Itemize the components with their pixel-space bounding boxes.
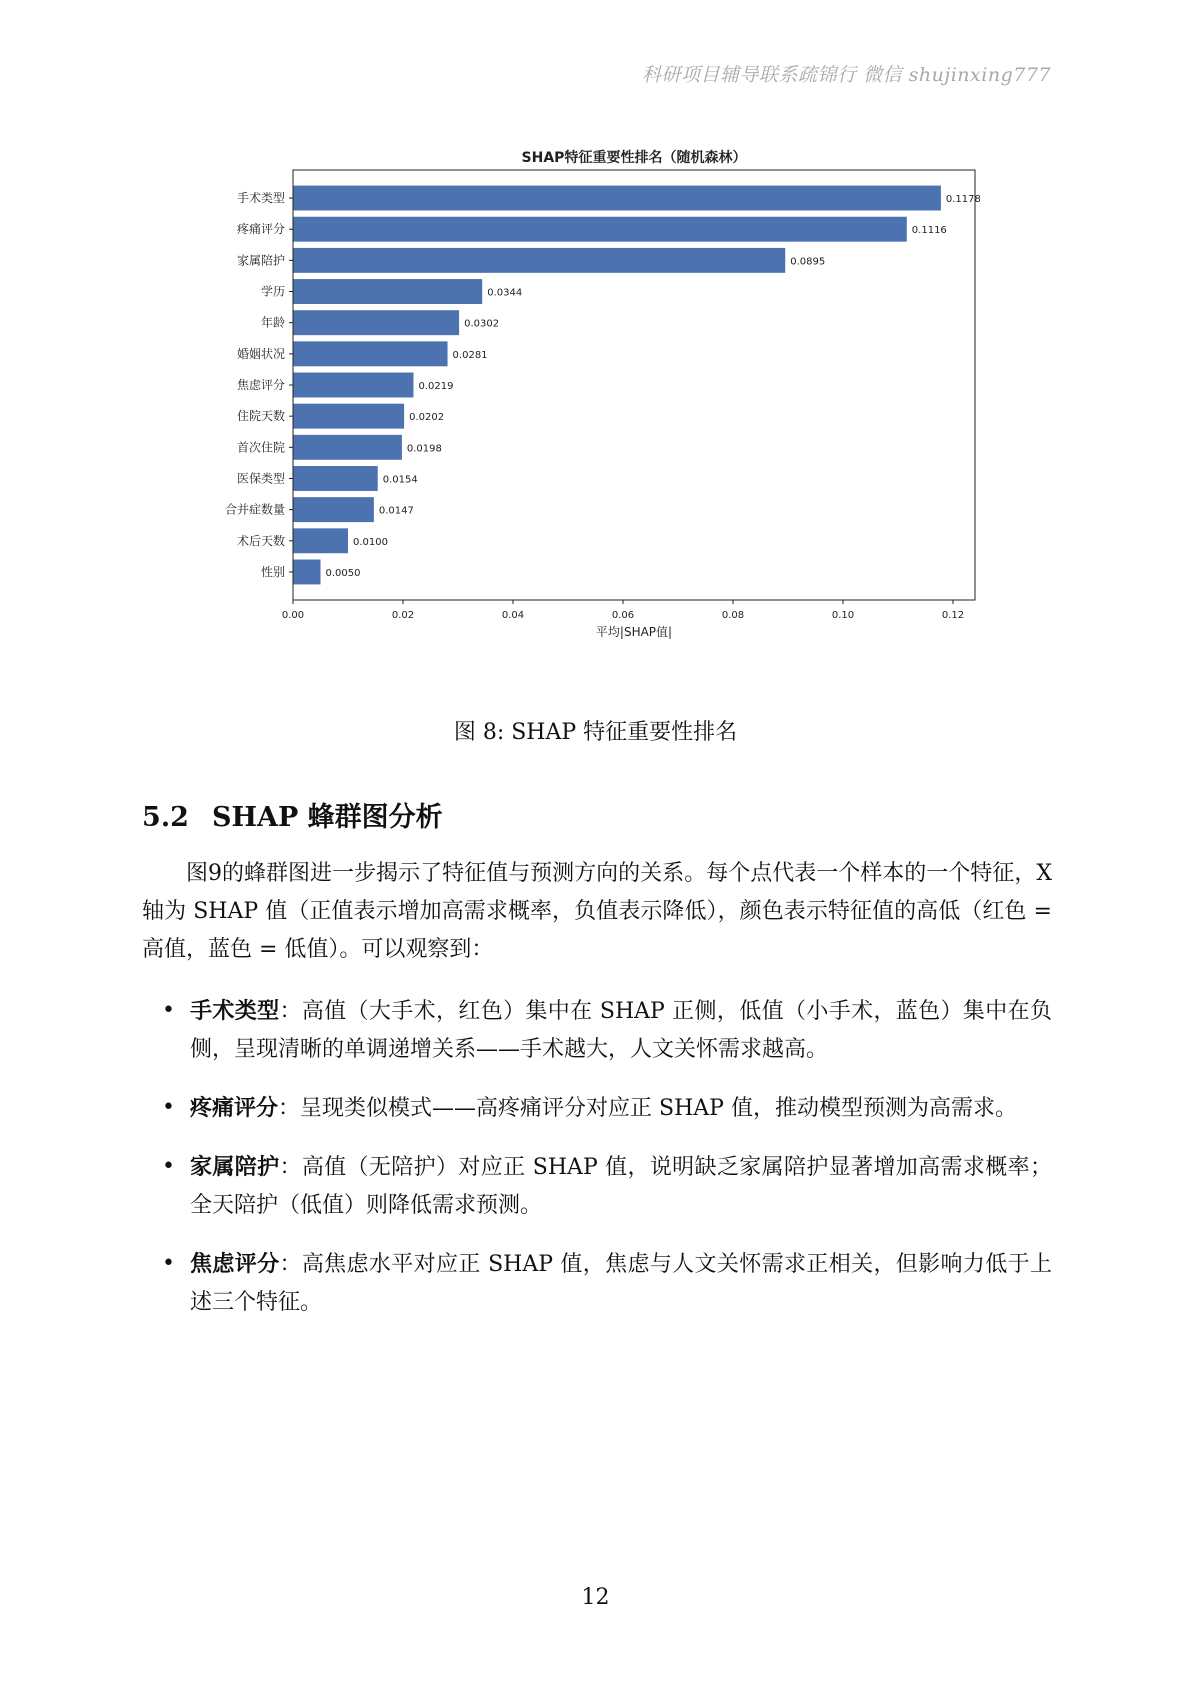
data-label: 0.0344 [487,287,523,299]
bullet-icon: • [162,1095,175,1120]
list-item [142,992,1052,1069]
category-label: 性别 [260,564,285,579]
x-tick-label: 0.06 [611,610,635,621]
data-label: 0.0202 [409,412,445,424]
data-label: 0.0302 [464,318,500,330]
data-label: 0.1178 [945,194,980,206]
list-item [142,1148,1052,1225]
bar [293,373,413,398]
x-axis-label: 平均|SHAP值| [595,625,673,639]
header-watermark: 科研项目辅导联系疏锦行 微信 shujinxing777 [642,64,1051,86]
category-label: 婚姻状况 [236,346,285,361]
category-label: 家属陪护 [236,253,285,268]
bullet-icon: • [162,1251,175,1276]
bar [293,217,907,242]
list-item [142,1089,1052,1128]
bullet-term: 疼痛评分 [190,1095,279,1121]
section-heading [142,795,443,834]
bullet-term: 焦虑评分 [190,1251,280,1277]
data-label: 0.0281 [452,349,488,361]
category-label: 合并症数量 [224,502,285,517]
category-label: 住院天数 [236,409,285,424]
chart-title: SHAP特征重要性排名（随机森林） [521,150,747,166]
x-tick-label: 0.02 [391,610,415,621]
category-label: 焦虑评分 [236,378,285,392]
bar [293,404,404,429]
bullet-icon: • [162,1154,175,1179]
page-number: 12 [581,1585,610,1610]
data-label: 0.1116 [911,225,947,237]
bar [293,559,321,584]
bar [293,310,459,335]
data-label: 0.0198 [406,443,442,455]
chart-svg [200,140,980,690]
x-tick-label: 0.12 [941,610,965,621]
x-tick-label: 0.08 [721,610,745,621]
bar [293,279,482,304]
section-number: 5.2 [142,802,189,833]
bar [293,497,374,522]
list-item [142,1245,1052,1322]
bar [293,528,348,553]
bullet-text: ：呈现类似模式——高疼痛评分对应正 SHAP 值，推动模型预测为高需求。 [278,1096,1017,1121]
x-tick-label: 0.04 [501,610,525,621]
bar [293,341,448,366]
bar [293,186,941,211]
bullet-text: ：高值（无陪护）对应正 SHAP 值，说明缺乏家属陪护显著增加高需求概率；全天陪护（低值）则降低需求预测。 [190,1155,1052,1218]
x-tick-label: 0.00 [281,610,305,621]
data-label: 0.0219 [418,381,454,392]
bullet-text: ：高值（大手术，红色）集中在 SHAP 正侧，低值（小手术，蓝色）集中在负侧，呈现清晰的单调递增关系——手术越大，人文关怀需求越高。 [190,999,1052,1062]
data-label: 0.0050 [325,567,361,579]
category-label: 学历 [260,284,285,299]
section-title: SHAP 蜂群图分析 [212,802,443,833]
figure-caption: 图 8: SHAP 特征重要性排名 [453,720,738,745]
x-tick-label: 0.10 [831,610,855,621]
bar [293,466,378,491]
data-label: 0.0100 [353,536,388,548]
bar [293,435,402,460]
bullet-icon: • [162,998,175,1023]
shap-importance-chart [200,140,980,690]
category-label: 术后天数 [236,533,285,548]
category-label: 医保类型 [236,471,285,486]
category-label: 手术类型 [236,191,285,206]
category-label: 首次住院 [236,440,285,455]
category-label: 疼痛评分 [236,222,285,237]
body-paragraph: 图9的蜂群图进一步揭示了特征值与预测方向的关系。每个点代表一个样本的一个特征，X 轴为 SHAP 值（正值表示增加高需求概率，负值表示降低），颜色表示特征值的高低（红色 = 高值，蓝色 = 低值）。可以观察到： [142,861,1052,962]
bullet-term: 手术类型 [190,998,280,1024]
data-label: 0.0154 [382,474,418,486]
data-label: 0.0895 [790,256,826,268]
bullet-list [142,992,1052,1342]
bar [293,248,785,273]
bullet-text: ：高焦虑水平对应正 SHAP 值，焦虑与人文关怀需求正相关，但影响力低于上述三个特征。 [190,1252,1052,1315]
data-label: 0.0147 [378,505,414,517]
category-label: 年龄 [260,315,285,330]
bullet-term: 家属陪护 [190,1154,280,1180]
